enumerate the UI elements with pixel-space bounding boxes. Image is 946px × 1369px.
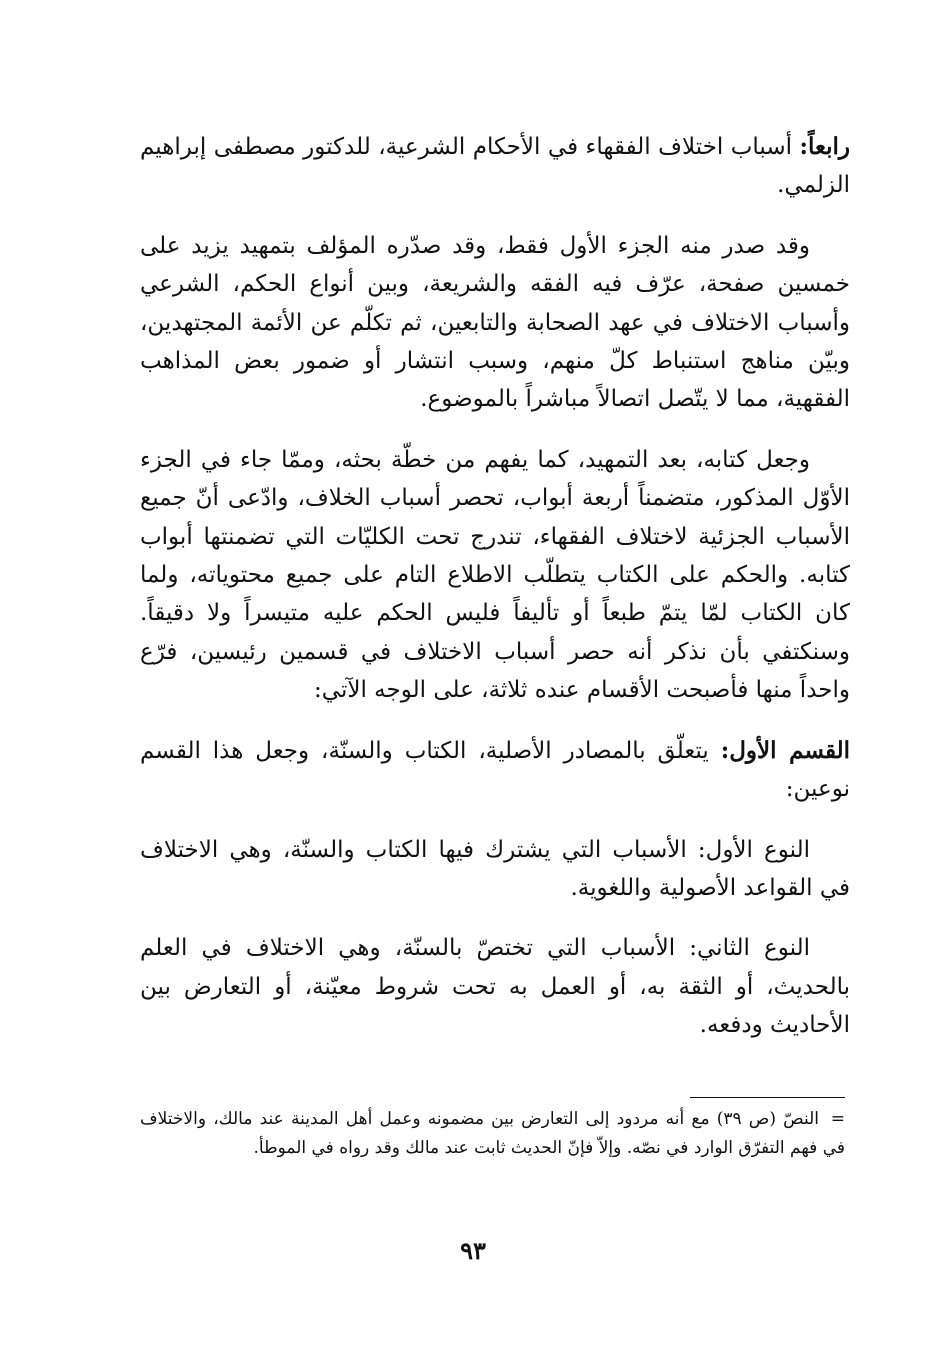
footnote-continuation-marker: = [830, 1109, 845, 1129]
main-text [140, 128, 850, 1067]
paragraph-introduction [140, 227, 850, 419]
paragraph-text: النوع الأول: الأسباب التي يشترك فيها الكتاب والسنّة، وهي الاختلاف في القواعد الأصولية واللغوية. [140, 836, 850, 901]
paragraph-book-structure [140, 441, 850, 710]
footnote [140, 1105, 845, 1163]
footnote-divider [690, 1097, 845, 1098]
paragraph-lead: القسم الأول: [720, 736, 850, 764]
footnote-text: النصّ (ص ٣٩) مع أنه مردود إلى التعارض بين مضمونه وعمل أهل المدينة عند مالك، والاختلاف في فهم التفرّق الوارد في نصّه. وإلاّ فإنّ الحديث ثابت عند مالك وقد رواه في الموطأ. [140, 1109, 845, 1158]
paragraph-text: وقد صدر منه الجزء الأول فقط، وقد صدّره المؤلف بتمهيد يزيد على خمسين صفحة، عرّف فيه الفقه والشريعة، وبين أنواع الحكم، الشرعي وأسباب الاختلاف في عهد الصحابة والتابعين، ثم تكلّم عن الأئمة المجتهدين، وبيّن مناهج استنباط كلّ منهم، وسبب انتشار أو ضمور بعض المذاهب الفقهية، مما لا يتّصل اتصالاً مباشراً بالموضوع. [140, 232, 850, 413]
paragraph-text: يتعلّق بالمصادر الأصلية، الكتاب والسنّة، وجعل هذا القسم نوعين: [140, 737, 850, 803]
paragraph-text: وجعل كتابه، بعد التمهيد، كما يفهم من خطّة بحثه، وممّا جاء في الجزء الأوّل المذكور، متضمناً أربعة أبواب، تحصر أسباب الخلاف، وادّعى أنّ جميع الأسباب الجزئية لاختلاف الفقهاء، تندرج تحت الكليّات التي تضمنتها أبواب كتابه. والحكم على الكتاب يتطلّب الاطلاع التام على جميع محتوياته، ولما كان الكتاب لمّا يتمّ طبعاً أو تأليفاً فليس الحكم عليه متيسراً ولا دقيقاً. وسنكتفي بأن نذكر أنه حصر أسباب الاختلاف في قسمين رئيسين، فرّع واحداً منها فأصبحت الأقسام عنده ثلاثة، على الوجه الآتي: [140, 446, 850, 704]
paragraph-text: أسباب اختلاف الفقهاء في الأحكام الشرعية، للدكتور مصطفى إبراهيم الزلمي. [140, 134, 850, 199]
paragraph-text: النوع الثاني: الأسباب التي تختصّ بالسنّة، وهي الاختلاف في العلم بالحديث، أو الثقة به، أو العمل به تحت شروط معيّنة، أو التعارض بين الأحاديث ودفعه. [140, 935, 850, 1039]
paragraph-fourth-book [140, 128, 850, 205]
paragraph-lead: رابعاً: [799, 133, 850, 160]
page-number: ٩٣ [460, 1236, 486, 1265]
paragraph-second-type [140, 929, 850, 1044]
paragraph-first-type [140, 831, 850, 908]
paragraph-first-section [140, 732, 850, 809]
